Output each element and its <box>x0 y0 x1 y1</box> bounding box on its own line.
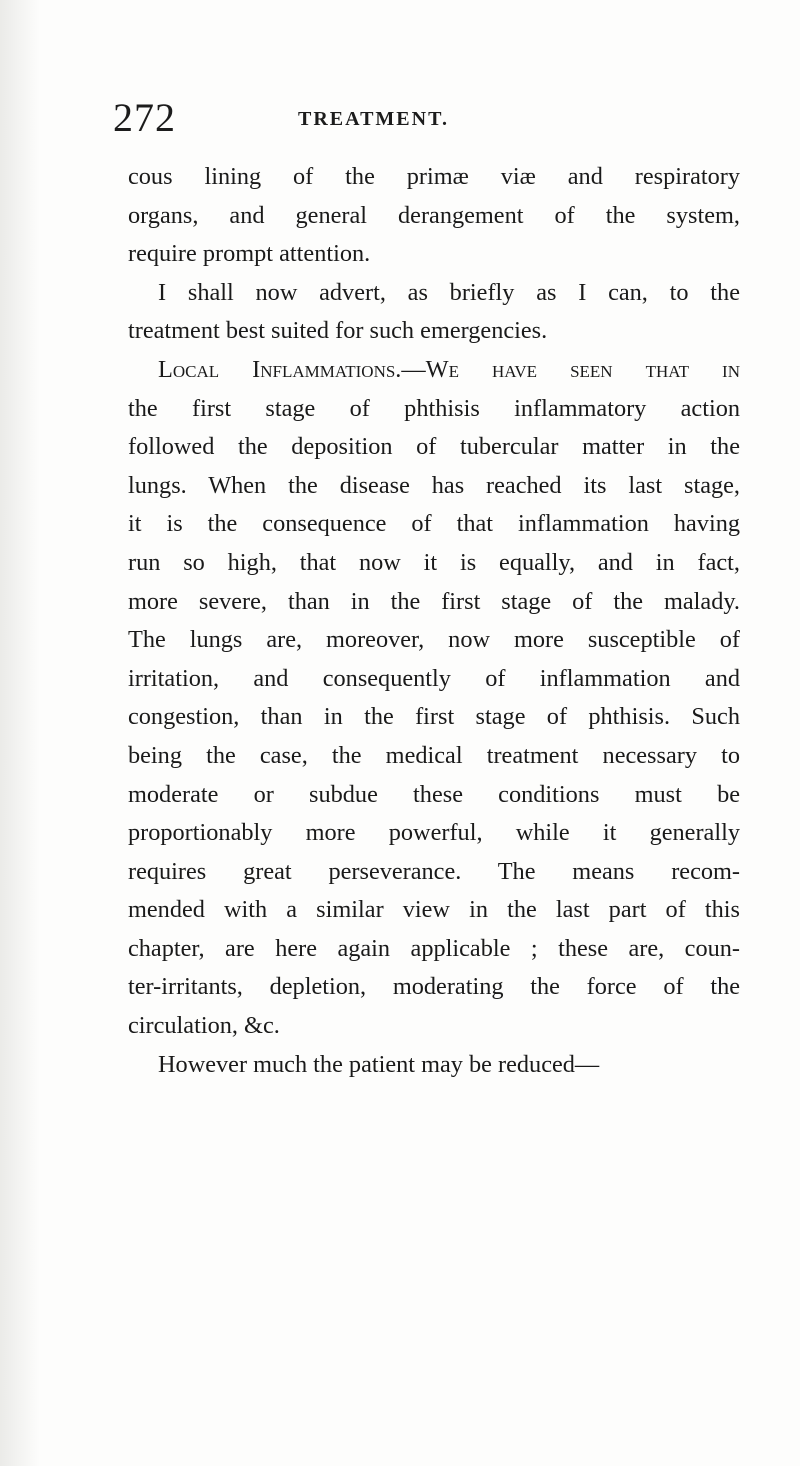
paragraph-start-line: I shall now advert, as briefly as I can, to the <box>158 278 740 306</box>
text-line: organs, and general derangement of the system, <box>128 201 740 229</box>
text-line: irritation, and consequently of inflammation and <box>128 664 740 692</box>
text-line: circulation, &c. <box>128 1012 280 1040</box>
text-line: run so high, that now it is equally, and in fact, <box>128 548 740 576</box>
text-line: moderate or subdue these conditions must be <box>128 780 740 808</box>
scan-shadow <box>0 0 40 1466</box>
text-line: being the case, the medical treatment necessary to <box>128 741 740 769</box>
section-heading-line: Local Inflammations.—We have seen that in <box>158 355 740 383</box>
page-header <box>113 92 713 144</box>
text-line: require prompt attention. <box>128 240 371 268</box>
text-line: it is the consequence of that inflammation having <box>128 510 740 538</box>
text-line: treatment best suited for such emergencies. <box>128 317 548 345</box>
text-line: chapter, are here again applicable ; these are, coun- <box>128 934 740 962</box>
text-line: mended with a similar view in the last part of this <box>128 896 740 924</box>
text-line: more severe, than in the first stage of the malady. <box>128 587 740 615</box>
text-line: congestion, than in the first stage of phthisis. Such <box>128 703 740 731</box>
paragraph-start-line: However much the patient may be reduced— <box>158 1050 600 1078</box>
text-line: cous lining of the primæ viæ and respiratory <box>128 163 740 190</box>
text-line: lungs. When the disease has reached its last stage, <box>128 471 740 499</box>
text-line: followed the deposition of tubercular matter in the <box>128 433 740 461</box>
body-text <box>128 158 740 1084</box>
text-line: The lungs are, moreover, now more susceptible of <box>128 626 740 654</box>
page-number: 272 <box>113 95 176 140</box>
text-line: ter-irritants, depletion, moderating the force of the <box>128 973 740 1001</box>
text-line: the first stage of phthisis inflammatory action <box>128 394 740 422</box>
text-line: proportionably more powerful, while it generally <box>128 819 740 847</box>
text-line: requires great perseverance. The means recom- <box>128 857 740 885</box>
running-head: TREATMENT. <box>298 108 449 130</box>
